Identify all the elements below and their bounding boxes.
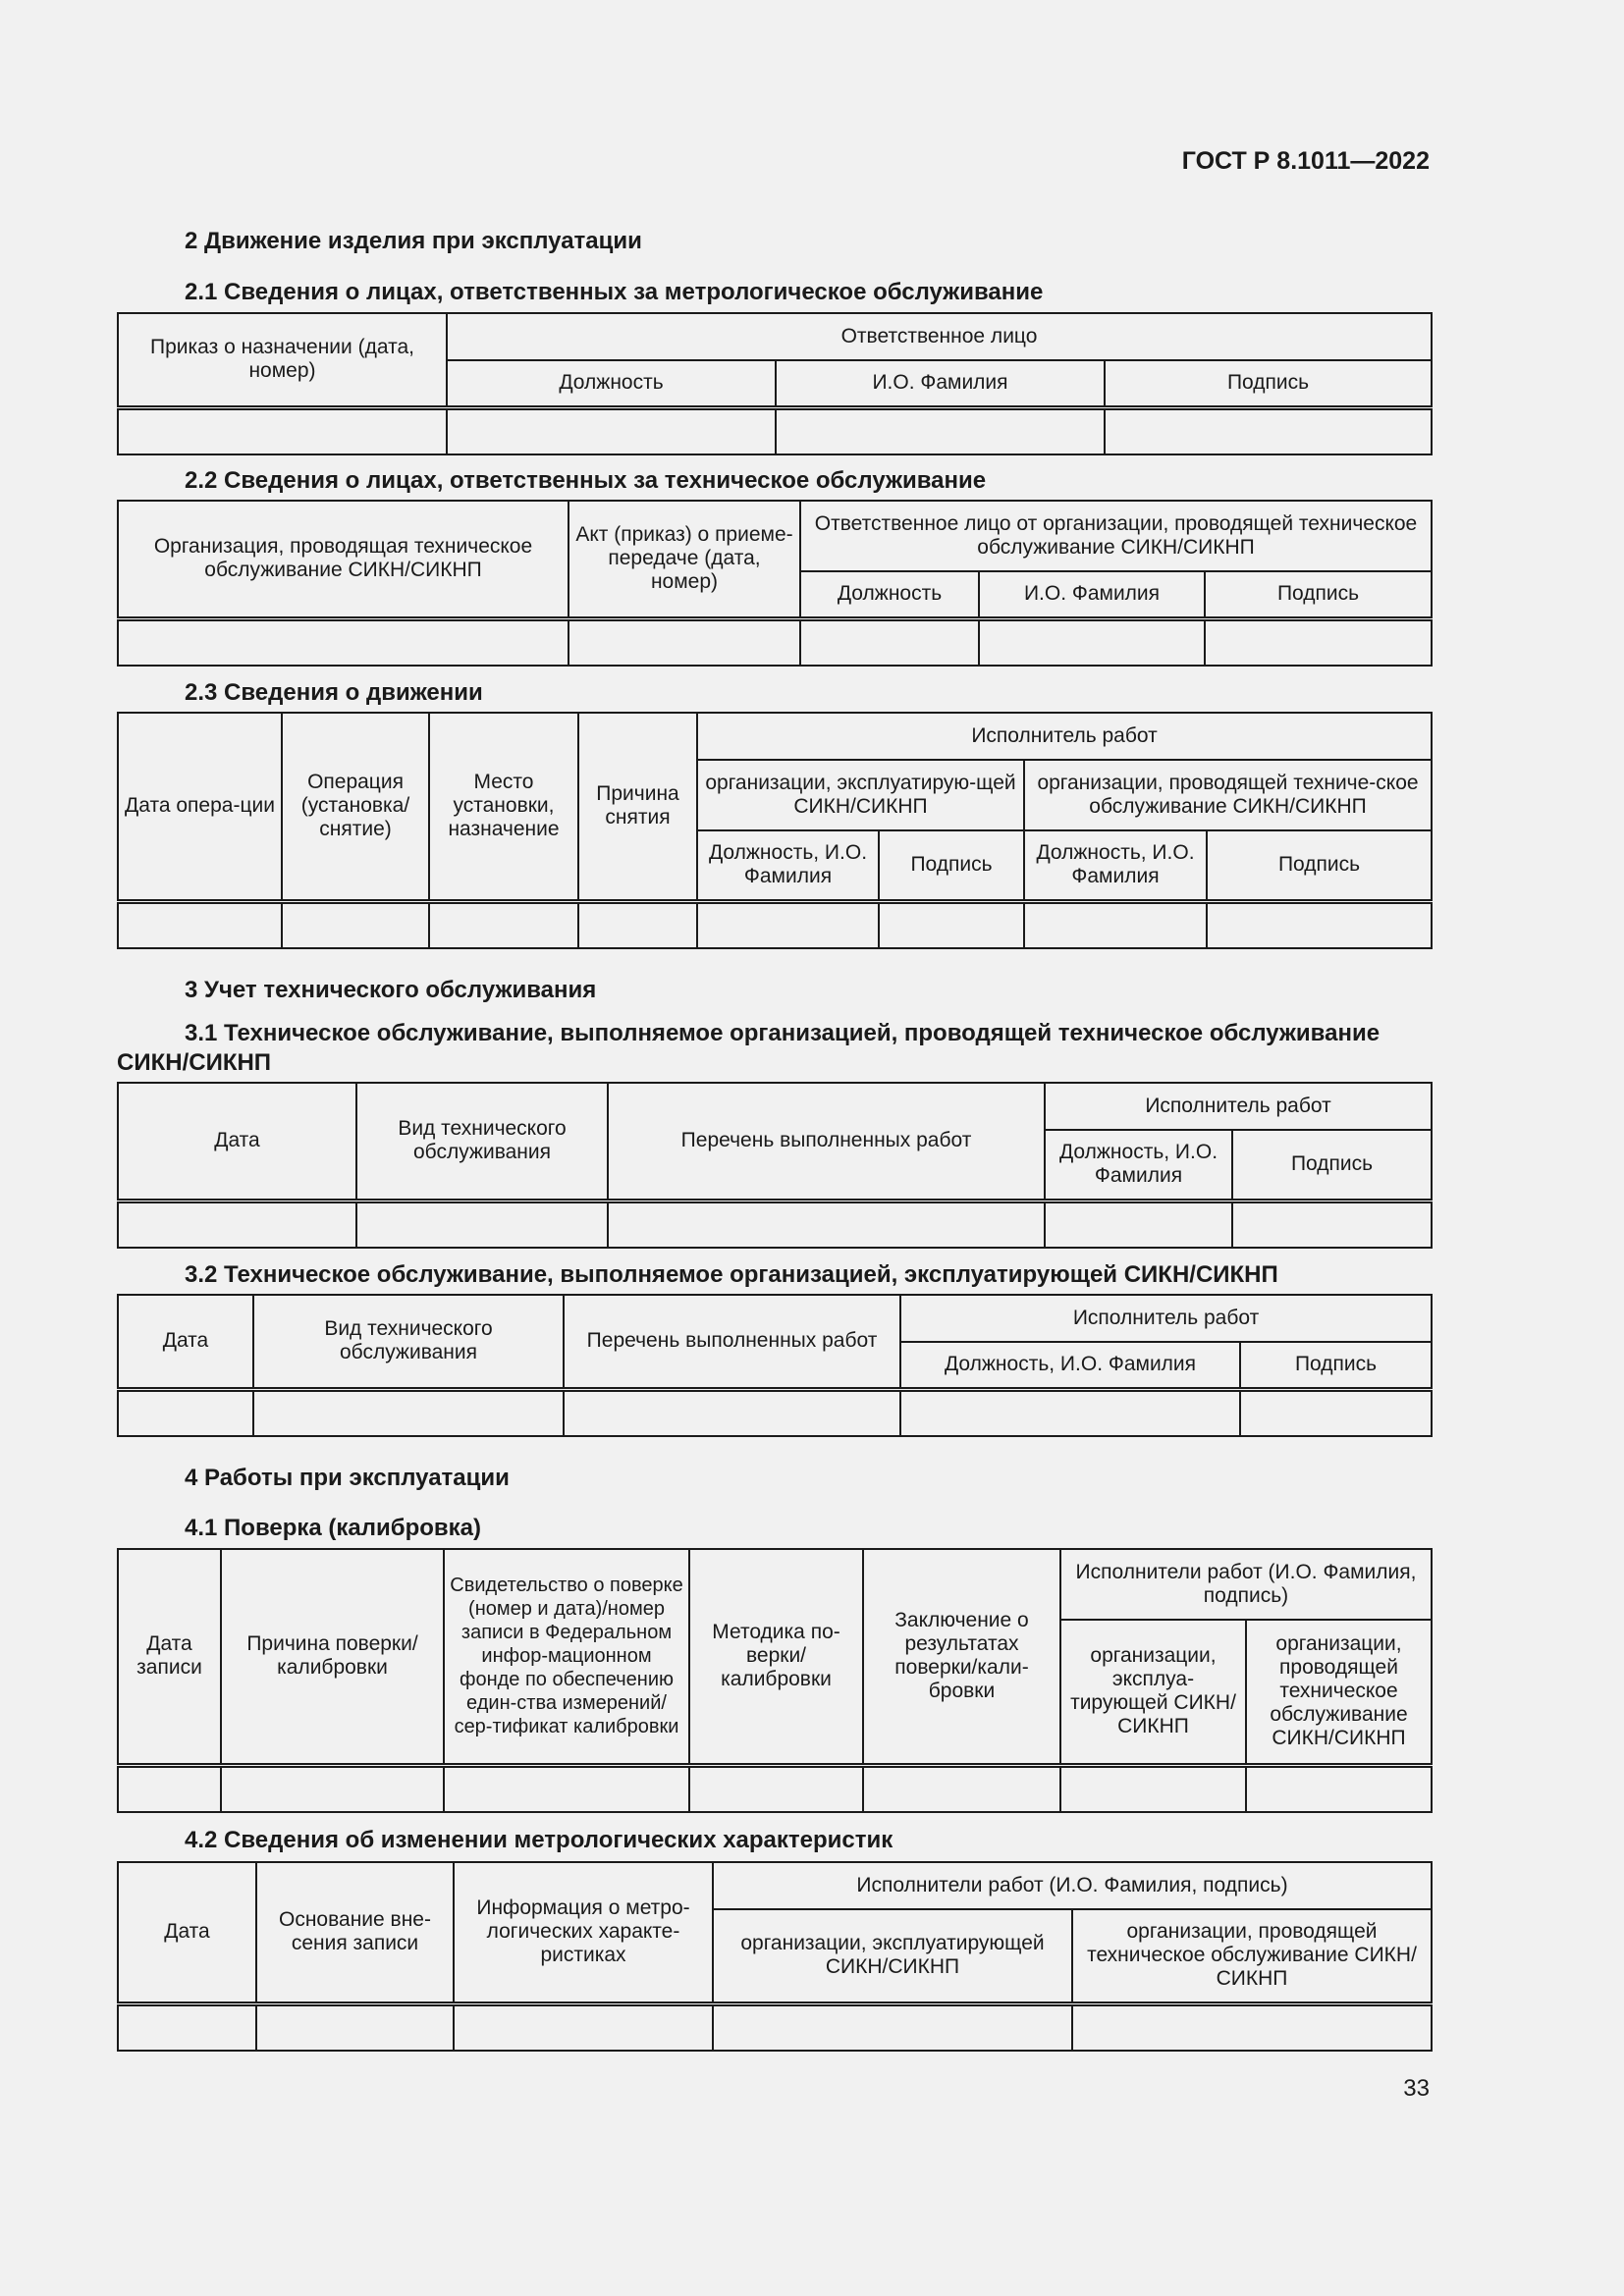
table-3-2 — [117, 1294, 1433, 1437]
table-row — [118, 1389, 1432, 1436]
empty-cell — [1060, 1765, 1246, 1812]
header-pos-name: Должность, И.О. Фамилия — [697, 830, 879, 901]
header-date: Дата записи — [118, 1549, 221, 1765]
header-signature: Подпись — [1240, 1342, 1432, 1389]
header-date: Дата — [118, 1083, 356, 1201]
empty-cell — [118, 1389, 253, 1436]
table-row — [118, 2003, 1432, 2051]
table-row — [118, 901, 1432, 948]
empty-cell — [1232, 1201, 1432, 1248]
header-org-exploit: организации, эксплуатирующей СИКН/СИКНП — [713, 1909, 1072, 2003]
section-3-title: 3 Учет технического обслуживания — [185, 977, 597, 1003]
header-order: Приказ о назначении (дата, номер) — [118, 313, 447, 407]
header-executor: Исполнитель работ — [697, 713, 1432, 760]
header-org-exploit: организации, эксплуатирую-щей СИКН/СИКНП — [697, 760, 1024, 830]
empty-cell — [568, 618, 800, 666]
header-responsible: Ответственное лицо от организации, проводящей техническое обслуживание СИКН/СИКНП — [800, 501, 1432, 571]
empty-cell — [253, 1389, 564, 1436]
header-signature: Подпись — [1205, 571, 1432, 618]
empty-cell — [282, 901, 429, 948]
header-position: Должность — [800, 571, 979, 618]
empty-cell — [979, 618, 1205, 666]
empty-cell — [863, 1765, 1060, 1812]
header-org-service: организации, проводящей техническое обслуживание СИКН/СИКНП — [1072, 1909, 1432, 2003]
header-list: Перечень выполненных работ — [564, 1295, 900, 1389]
header-org-exploit: организации, эксплуа-тирующей СИКН/СИКНП — [1060, 1620, 1246, 1765]
section-2-1-title: 2.1 Сведения о лицах, ответственных за метрологическое обслуживание — [185, 279, 1044, 305]
empty-cell — [900, 1389, 1240, 1436]
header-reason: Причина снятия — [578, 713, 697, 901]
empty-cell — [118, 407, 447, 454]
empty-cell — [118, 1201, 356, 1248]
empty-cell — [1240, 1389, 1432, 1436]
header-executor: Исполнитель работ — [900, 1295, 1432, 1342]
page-number: 33 — [1403, 2075, 1430, 2102]
table-row — [118, 1765, 1432, 1812]
table-2-3 — [117, 712, 1433, 949]
header-responsible: Ответственное лицо — [447, 313, 1432, 360]
table-row — [118, 618, 1432, 666]
empty-cell — [564, 1389, 900, 1436]
header-list: Перечень выполненных работ — [608, 1083, 1045, 1201]
header-pos-name: Должность, И.О. Фамилия — [1024, 830, 1207, 901]
header-certificate: Свидетельство о поверке (номер и дата)/номер записи в Федеральном инфор-мационном фонде по обеспечению един-ства измерений/сер-тификат калибровки — [444, 1549, 689, 1765]
section-3-2-title: 3.2 Техническое обслуживание, выполняемое организацией, эксплуатирующей СИКН/СИКНП — [185, 1261, 1278, 1288]
section-2-2-title: 2.2 Сведения о лицах, ответственных за техническое обслуживание — [185, 467, 987, 494]
empty-cell — [879, 901, 1024, 948]
table-3-1 — [117, 1082, 1433, 1249]
empty-cell — [800, 618, 979, 666]
section-4-1-title: 4.1 Поверка (калибровка) — [185, 1515, 482, 1541]
empty-cell — [578, 901, 697, 948]
header-date: Дата — [118, 1862, 256, 2003]
header-basis: Основание вне-сения записи — [256, 1862, 454, 2003]
empty-cell — [447, 407, 776, 454]
header-org-service: организации, проводящей техниче-ское обслуживание СИКН/СИКНП — [1024, 760, 1432, 830]
header-method: Методика по-верки/ калибровки — [689, 1549, 863, 1765]
empty-cell — [713, 2003, 1072, 2051]
empty-cell — [454, 2003, 713, 2051]
header-name: И.О. Фамилия — [776, 360, 1105, 407]
empty-cell — [776, 407, 1105, 454]
section-4-2-title: 4.2 Сведения об изменении метрологических характеристик — [185, 1827, 893, 1853]
table-4-2 — [117, 1861, 1433, 2052]
table-4-1 — [117, 1548, 1433, 1813]
empty-cell — [444, 1765, 689, 1812]
document-id: ГОСТ Р 8.1011—2022 — [1181, 147, 1430, 175]
empty-cell — [429, 901, 578, 948]
empty-cell — [697, 901, 879, 948]
header-info: Информация о метро-логических характе-ристиках — [454, 1862, 713, 2003]
header-signature: Подпись — [879, 830, 1024, 901]
table-row — [118, 1201, 1432, 1248]
header-signature: Подпись — [1207, 830, 1432, 901]
header-date: Дата — [118, 1295, 253, 1389]
table-row — [118, 407, 1432, 454]
empty-cell — [118, 2003, 256, 2051]
header-act: Акт (приказ) о приеме-передаче (дата, номер) — [568, 501, 800, 618]
empty-cell — [118, 1765, 221, 1812]
header-reason: Причина поверки/ калибровки — [221, 1549, 444, 1765]
section-3-1-title: 3.1 Техническое обслуживание, выполняемое организацией, проводящей техническое обслуживание СИКН/СИКНП — [117, 1020, 1380, 1076]
empty-cell — [1045, 1201, 1232, 1248]
header-type: Вид технического обслуживания — [356, 1083, 608, 1201]
header-org: Организация, проводящая техническое обслуживание СИКН/СИКНП — [118, 501, 568, 618]
header-signature: Подпись — [1232, 1130, 1432, 1201]
empty-cell — [1205, 618, 1432, 666]
table-2-2 — [117, 500, 1433, 667]
empty-cell — [608, 1201, 1045, 1248]
section-2-3-title: 2.3 Сведения о движении — [185, 679, 483, 706]
header-org-service: организации, проводящей техническое обслуживание СИКН/СИКНП — [1246, 1620, 1432, 1765]
empty-cell — [256, 2003, 454, 2051]
header-place: Место установки, назначение — [429, 713, 578, 901]
header-signature: Подпись — [1105, 360, 1432, 407]
header-pos-name: Должность, И.О. Фамилия — [900, 1342, 1240, 1389]
header-position: Должность — [447, 360, 776, 407]
empty-cell — [118, 618, 568, 666]
header-executors: Исполнители работ (И.О. Фамилия, подпись) — [1060, 1549, 1432, 1620]
header-name: И.О. Фамилия — [979, 571, 1205, 618]
header-pos-name: Должность, И.О. Фамилия — [1045, 1130, 1232, 1201]
empty-cell — [221, 1765, 444, 1812]
section-4-title: 4 Работы при эксплуатации — [185, 1465, 510, 1491]
empty-cell — [118, 901, 282, 948]
header-date: Дата опера-ции — [118, 713, 282, 901]
empty-cell — [1246, 1765, 1432, 1812]
empty-cell — [1072, 2003, 1432, 2051]
header-executor: Исполнитель работ — [1045, 1083, 1432, 1130]
section-2-title: 2 Движение изделия при эксплуатации — [185, 228, 642, 254]
header-executors: Исполнители работ (И.О. Фамилия, подпись) — [713, 1862, 1432, 1909]
empty-cell — [1024, 901, 1207, 948]
table-2-1 — [117, 312, 1433, 455]
empty-cell — [1207, 901, 1432, 948]
empty-cell — [356, 1201, 608, 1248]
header-conclusion: Заключение о результатах поверки/кали-бровки — [863, 1549, 1060, 1765]
empty-cell — [1105, 407, 1432, 454]
empty-cell — [689, 1765, 863, 1812]
header-type: Вид технического обслуживания — [253, 1295, 564, 1389]
header-operation: Операция (установка/ снятие) — [282, 713, 429, 901]
